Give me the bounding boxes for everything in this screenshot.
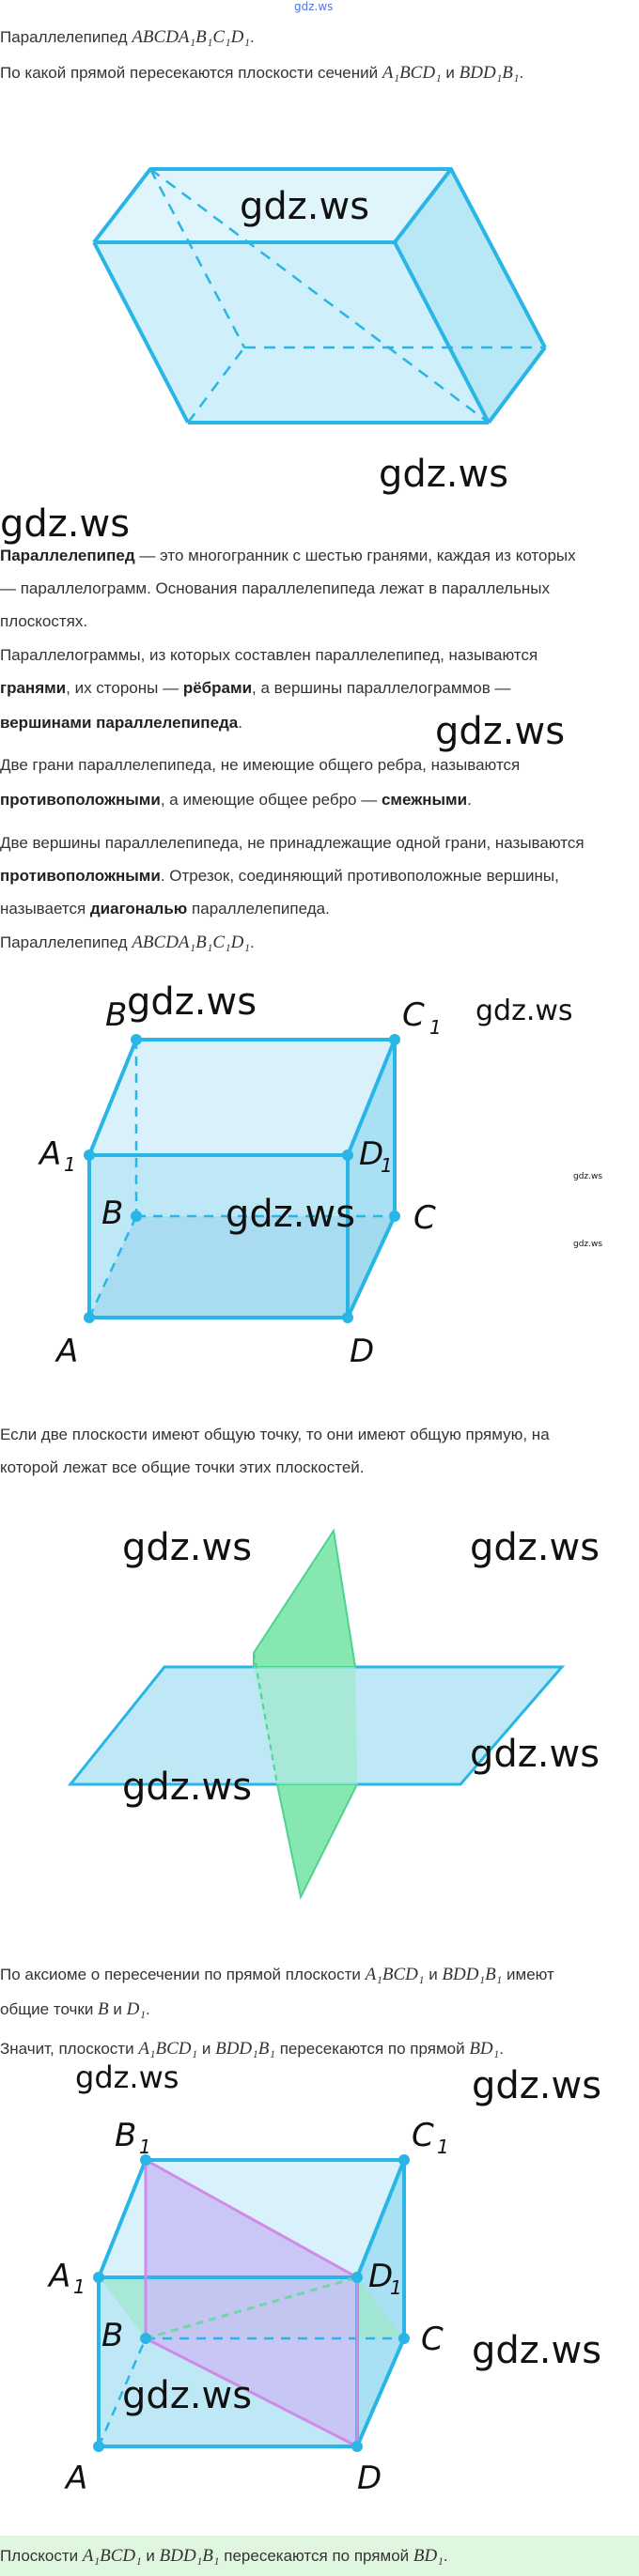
theory-text: называется [0,900,90,918]
vertex-c1 [398,2154,410,2166]
label-c: C [421,2321,444,2358]
statement-line-1 [0,21,634,54]
figure-sections [0,2094,639,2526]
solution-text: и [424,1966,443,1983]
watermark: gdz.ws [475,995,573,1027]
watermark: gdz.ws [75,2059,179,2095]
vertex-d1 [351,2272,363,2283]
theory-text: , а вершины параллелограммов — [252,679,511,697]
subscript: 1 [73,2275,86,2298]
solution-text: общие точки [0,2000,99,2018]
term-opposite: противоположными [0,791,161,809]
vertex-b1 [131,1034,142,1045]
theory-p4-line2 [0,859,634,892]
theory-text: Параллелепипед [0,933,132,951]
watermark: gdz.ws [0,502,131,546]
label-a: A [66,2460,88,2497]
math-point-d1: D₁ [126,1999,146,2019]
subscript: 1 [437,2136,449,2158]
vertex-a [93,2441,104,2452]
solution-line-2 [0,1993,634,2026]
solution-text: пересекаются по прямой [274,2040,470,2058]
subscript: 1 [390,2276,402,2299]
punct: . [443,2547,448,2565]
math-section-a: A₁BCD₁ [365,1965,425,1984]
label-c1: C [402,996,425,1034]
theory-text: . Отрезок, соединяющий противоположные вершины, [160,867,559,885]
watermark: gdz.ws [122,1526,253,1569]
figure-intersecting-planes [0,1512,639,1906]
math-section-b: BDD₁B₁ [215,2039,275,2059]
solution-text: и [197,2040,216,2058]
math-section-b: BDD₁B₁ [159,2546,220,2566]
solution-text: и [108,2000,127,2018]
vertex-d1 [342,1149,353,1161]
label-a: A [56,1333,79,1370]
term-parallelepiped: Параллелепипед [0,547,135,564]
label-d1: D [359,1135,384,1173]
answer-text: и [141,2547,160,2565]
subscript: 1 [64,1153,76,1176]
subscript: 1 [381,1154,393,1177]
theory-p3-line2 [0,783,634,816]
theory-p2-line2 [0,671,634,704]
math-parallelepiped: ABCDA₁B₁C₁D₁ [132,27,250,47]
theory-p1-line3: плоскостях. [0,612,88,630]
math-section-b: BDD₁B₁ [442,1965,503,1984]
answer-box [0,2536,639,2576]
vertex-b [140,2333,151,2344]
watermark: gdz.ws [127,980,257,1024]
label-a1: A [49,2258,71,2295]
watermark: gdz.ws [435,710,566,753]
punct: . [519,64,524,82]
punct: . [499,2040,504,2058]
label-c1: C [412,2117,434,2154]
statement-text: и [441,64,460,82]
vertex-d [342,1312,353,1323]
statement-text: Параллелепипед [0,28,132,46]
watermark: gdz.ws [240,185,370,228]
vertex-c1 [389,1034,400,1045]
math-section-b: BDD₁B₁ [459,63,520,83]
math-line-bd1: BD₁ [413,2546,444,2566]
theory-p4-line3 [0,892,634,925]
label-c: C [413,1199,436,1237]
theory-p2-line1: Параллелограммы, из которых составлен параллелепипед, называются [0,646,538,664]
punct: . [249,28,255,46]
answer-text: Плоскости [0,2547,83,2565]
theory-p5 [0,926,634,959]
solution-line-1 [0,1958,634,1991]
punct: . [238,714,242,732]
label-b1: B [115,2117,137,2154]
punct: . [467,791,472,809]
answer-line [0,2539,634,2572]
watermark: gdz.ws [573,1172,603,1181]
term-edges: рёбрами [182,679,253,697]
top-watermark: gdz.ws [294,0,334,13]
term-adjacent: смежными [381,791,468,809]
vertex-a [84,1312,95,1323]
answer-text: пересекаются по прямой [219,2547,413,2565]
watermark: gdz.ws [470,1526,600,1569]
term-faces: гранями [0,679,67,697]
vertical-plane-top [254,1531,355,1667]
axiom-line-2: которой лежат все общие точки этих плоскостей. [0,1458,365,1476]
watermark: gdz.ws [122,1766,253,1809]
label-a1: A [39,1135,62,1173]
math-parallelepiped: ABCDA₁B₁C₁D₁ [132,933,250,952]
subscript: 1 [139,2136,151,2158]
vertex-a1 [84,1149,95,1161]
label-b1: B [105,996,128,1034]
math-section-a: A₁BCD₁ [138,2039,198,2059]
label-d: D [357,2460,382,2497]
watermark: gdz.ws [470,1733,600,1776]
watermark: gdz.ws [226,1193,356,1236]
axiom-line-1: Если две плоскости имеют общую точку, то они имеют общую прямую, на [0,1426,550,1443]
term-diagonal: диагональю [89,900,188,918]
vertex-c [389,1211,400,1222]
math-point-b: B [98,1999,109,2019]
vertex-b [131,1211,142,1222]
subscript: 1 [429,1016,442,1039]
theory-text: , а имеющие общее ребро — [160,791,382,809]
theory-p1-line2: — параллелограмм. Основания параллелепипеда лежат в параллельных [0,579,551,597]
theory-p3-line1: Две грани параллелепипеда, не имеющие общего ребра, называются [0,756,521,774]
solution-text: По аксиоме о пересечении по прямой плоскости [0,1966,366,1983]
theory-text: параллелепипеда. [187,900,330,918]
label-b: B [101,1195,124,1232]
math-section-a: A₁BCD₁ [382,63,442,83]
solution-text: имеют [502,1966,554,1983]
watermark: gdz.ws [472,2064,602,2107]
figure-labeled-parallelepiped [0,977,639,1390]
label-b: B [101,2317,124,2354]
watermark: gdz.ws [472,2329,602,2372]
theory-text: , их стороны — [66,679,183,697]
math-section-a: A₁BCD₁ [82,2546,142,2566]
solution-text: Значит, плоскости [0,2040,139,2058]
vertex-a1 [93,2272,104,2283]
label-d1: D [368,2258,394,2295]
vertex-d [351,2441,363,2452]
theory-p4-line1: Две вершины параллелепипеда, не принадлежащие одной грани, называются [0,834,584,852]
math-line-bd1: BD₁ [469,2039,500,2059]
vertical-plane-bottom [277,1784,357,1897]
term-vertices: вершинами параллелепипеда [0,714,239,732]
vertex-c [398,2333,410,2344]
theory-text: — это многогранник с шестью гранями, каждая из которых [134,547,576,564]
watermark: gdz.ws [379,453,509,496]
statement-text: По какой прямой пересекаются плоскости сечений [0,64,382,82]
watermark: gdz.ws [122,2374,253,2417]
punct: . [145,2000,150,2018]
theory-p1-line1 [0,539,634,572]
term-opposite-vertices: противоположными [0,867,161,885]
watermark: gdz.ws [573,1240,603,1249]
label-d: D [350,1333,375,1370]
punct: . [249,933,255,951]
statement-line-2 [0,56,634,89]
